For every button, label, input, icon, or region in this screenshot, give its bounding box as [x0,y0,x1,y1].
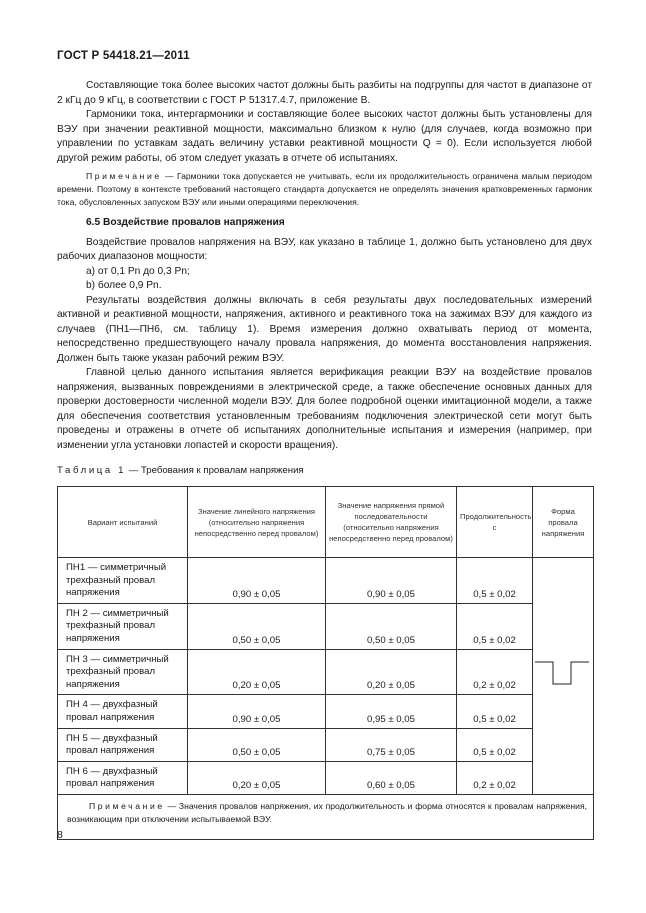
page-number: 8 [57,829,63,841]
table-header-row [58,487,594,558]
table-note-label: Примечание [89,800,165,811]
test-variant: ПН 2 — симметричный трехфазный провал напряжения [58,603,188,649]
line-voltage: 0,50 ± 0,05 [188,603,326,649]
duration: 0,2 ± 0,02 [457,649,533,695]
document-body [57,79,592,453]
line-voltage: 0,20 ± 0,05 [188,649,326,695]
document-header: ГОСТ Р 54418.21—2011 [57,50,190,62]
line-voltage: 0,20 ± 0,05 [188,761,326,794]
paragraph: Результаты воздействия должны включать в себя результаты двух последовательных измерений активной и реактивной мощности, напряжения, активного и реактивного тока на зажимах ВЭУ для каждого из случаев (ПН1—ПН6, см. таблицу 1). Время измерения должно охватывать период от момента, непосредственно предшествующего началу провала напряжения, до момента восстановления напряжения. Должен быть также указан рабочий режим ВЭУ. [57,294,592,364]
positive-sequence-voltage: 0,90 ± 0,05 [326,558,457,604]
positive-sequence-voltage: 0,60 ± 0,05 [326,761,457,794]
positive-sequence-voltage: 0,75 ± 0,05 [326,728,457,761]
duration: 0,5 ± 0,02 [457,603,533,649]
table-row [58,558,594,604]
test-variant: ПН 5 — двухфазный провал напряжения [58,728,188,761]
voltage-dip-table [57,486,594,840]
column-header: Продолжительность, с [457,487,533,558]
test-variant: ПН1 — симметричный трехфазный провал напряжения [58,558,188,604]
table-row [58,649,594,695]
line-voltage: 0,90 ± 0,05 [188,558,326,604]
table-caption-label: Таблица 1 [57,465,127,476]
table-row [58,728,594,761]
table-caption [57,465,304,476]
table-row [58,695,594,728]
paragraph: Составляющие тока более высоких частот должны быть разбиты на подгруппы для частот в диапазоне от 2 кГц до 9 кГц, в соответствии с ГОСТ Р 51317.4.7, приложение В. [57,80,592,106]
note [57,170,592,209]
duration: 0,5 ± 0,02 [457,695,533,728]
test-variant: ПН 3 — симметричный трехфазный провал напряжения [58,649,188,695]
voltage-dip-shape-icon [533,654,594,694]
duration: 0,5 ± 0,02 [457,728,533,761]
table-row [58,761,594,794]
column-header: Значение напряжения прямой последовательности (относительно напряжения непосредственно перед провалом) [326,487,457,558]
test-variant: ПН 4 — двухфазный провал напряжения [58,695,188,728]
positive-sequence-voltage: 0,50 ± 0,05 [326,603,457,649]
paragraph: Воздействие провалов напряжения на ВЭУ, как указано в таблице 1, должно быть установлено для двух рабочих диапазонов мощности: [57,236,592,262]
paragraph: Гармоники тока, интергармоники и составляющие более высоких частот должны быть установлены для ВЭУ при значении реактивной мощности, максимально близком к нулю (для случаев, когда возможно при управлении по уставкам задать величину уставки реактивной мощности Q = 0). Если используется любой другой режим работы, об этом следует указать в отчете об испытаниях. [57,109,592,164]
line-voltage: 0,50 ± 0,05 [188,728,326,761]
test-variant: ПН 6 — двухфазный провал напряжения [58,761,188,794]
column-header: Значение линейного напряжения (относительно напряжения непосредственно перед провалом) [188,487,326,558]
list-item: a) от 0,1 Pn до 0,3 Pn; [86,265,190,277]
duration: 0,2 ± 0,02 [457,761,533,794]
section-heading: 6.5 Воздействие провалов напряжения [86,217,285,228]
column-header: Вариант испытаний [58,487,188,558]
positive-sequence-voltage: 0,20 ± 0,05 [326,649,457,695]
table-row [58,603,594,649]
paragraph: Главной целью данного испытания является верификация реакции ВЭУ на воздействие провалов напряжения, вызванных повреждениями в электрической среде, а также обеспечение основных данных для проверки достоверности численной модели ВЭУ. Для более подробной оценки имитационной модели, а также для обеспечения соответствия установленным требованиям подключения электрической сети могут быть проведены и отражены в отчете об испытаниях дополнительные испытания и измерения (например, при изменении угла установки лопастей и скорости вращения). [57,367,592,451]
table-note-text: — Значения провалов напряжения, их продолжительность и форма относятся к провалам напряжения, возникающим при отключении испытываемой ВЭУ. [67,800,587,824]
line-voltage: 0,90 ± 0,05 [188,695,326,728]
list-item: b) более 0,9 Pn. [86,280,162,291]
table-note [58,794,594,839]
duration: 0,5 ± 0,02 [457,558,533,604]
dip-shape-cell [533,558,594,795]
note-label: Примечание [86,171,162,181]
note-text: — Гармоники тока допускается не учитывать, если их продолжительность ограничена малым периодом времени. Поэтому в контексте требований настоящего стандарта допускается не определять значения кратковременных гармоник тока, обусловленных запуском ВЭУ или иными операциями переключения. [57,171,592,207]
column-header: Форма провала напряжения [533,487,594,558]
positive-sequence-voltage: 0,95 ± 0,05 [326,695,457,728]
table-caption-text: — Требования к провалам напряжения [126,465,304,476]
table-note-row [58,794,594,839]
